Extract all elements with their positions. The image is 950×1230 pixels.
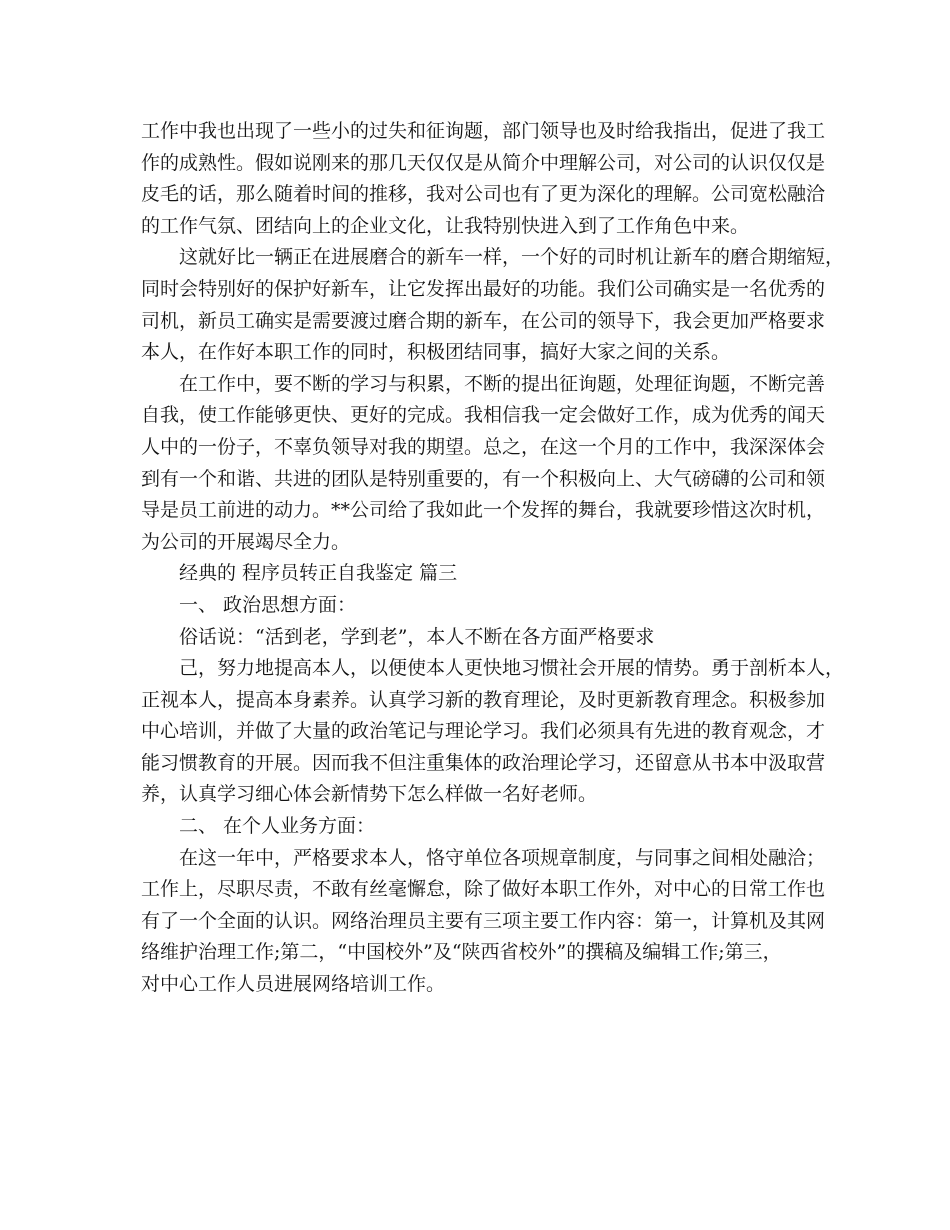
text-line: 自我，使工作能够更快、更好的完成。我相信我一定会做好工作，成为优秀的闻天 (141, 404, 826, 427)
paragraph-start-line: 在工作中，要不断的学习与积累，不断的提出征询题，处理征询题，不断完善 (179, 372, 826, 395)
text-line: 人中的一份子，不辜负领导对我的期望。总之，在这一个月的工作中，我深深体会 (141, 435, 826, 458)
text-line: 中心培训，并做了大量的政治笔记与理论学习。我们必须具有先进的教育观念，才 (141, 720, 826, 743)
text-line: 工作上，尽职尽责，不敢有丝毫懈怠，除了做好本职工作外，对中心的日常工作也 (141, 878, 826, 901)
text-line: 同时会特别好的保护好新车，让它发挥出最好的功能。我们公司确实是一名优秀的 (141, 277, 826, 300)
text-line: 能习惯教育的开展。因而我不但注重集体的政治理论学习，还留意从书本中汲取营 (141, 751, 826, 774)
text-line: 导是员工前进的动力。**公司给了我如此一个发挥的舞台，我就要珍惜这次时机， (141, 499, 826, 522)
text-line: 对中心工作人员进展网络培训工作。 (141, 973, 446, 996)
text-line: 为公司的开展竭尽全力。 (141, 530, 351, 553)
text-line: 本人，在作好本职工作的同时，积极团结同事，搞好大家之间的关系。 (141, 341, 731, 364)
document-body (141, 116, 845, 1001)
text-line: 工作中我也出现了一些小的过失和征询题，部门领导也及时给我指出，促进了我工 (141, 120, 826, 142)
subsection-heading-business: 二、 在个人业务方面： (179, 815, 376, 838)
text-line: 养，认真学习细心体会新情势下怎么样做一名好老师。 (141, 783, 598, 806)
text-line: 的工作气氛、团结向上的企业文化，让我特别快进入到了工作角色中来。 (141, 214, 750, 237)
paragraph-start-line: 在这一年中，严格要求本人，恪守单位各项规章制度，与同事之间相处融洽； (179, 846, 826, 869)
text-line: 络维护治理工作;第二，“中国校外”及“陕西省校外”的撰稿及编辑工作;第三， (141, 941, 782, 964)
text-line: 正视本人，提高本身素养。认真学习新的教育理论，及时更新教育理念。积极参加 (141, 688, 826, 711)
text-line: 作的成熟性。假如说刚来的那几天仅仅是从简介中理解公司，对公司的认识仅仅是 (141, 151, 826, 174)
paragraph-start-line: 俗话说：“活到老，学到老”，本人不断在各方面严格要求 (179, 625, 655, 648)
paragraph-start-line: 这就好比一辆正在进展磨合的新车一样，一个好的司时机让新车的磨合期缩短， (179, 246, 845, 269)
text-line: 有了一个全面的认识。网络治理员主要有三项主要工作内容：第一，计算机及其网 (141, 909, 826, 932)
text-line: 到有一个和谐、共进的团队是特别重要的，有一个积极向上、大气磅礴的公司和领 (141, 467, 826, 490)
text-line: 己，努力地提高本人，以便使本人更快地习惯社会开展的情势。勇于剖析本人， (179, 657, 845, 680)
text-line: 司机，新员工确实是需要渡过磨合期的新车，在公司的领导下，我会更加严格要求 (141, 309, 826, 332)
subsection-heading-politics: 一、 政治思想方面： (179, 593, 357, 616)
section-heading: 经典的 程序员转正自我鉴定 篇三 (179, 562, 458, 585)
text-line: 皮毛的话，那么随着时间的推移，我对公司也有了更为深化的理解。公司宽松融洽 (141, 183, 826, 206)
